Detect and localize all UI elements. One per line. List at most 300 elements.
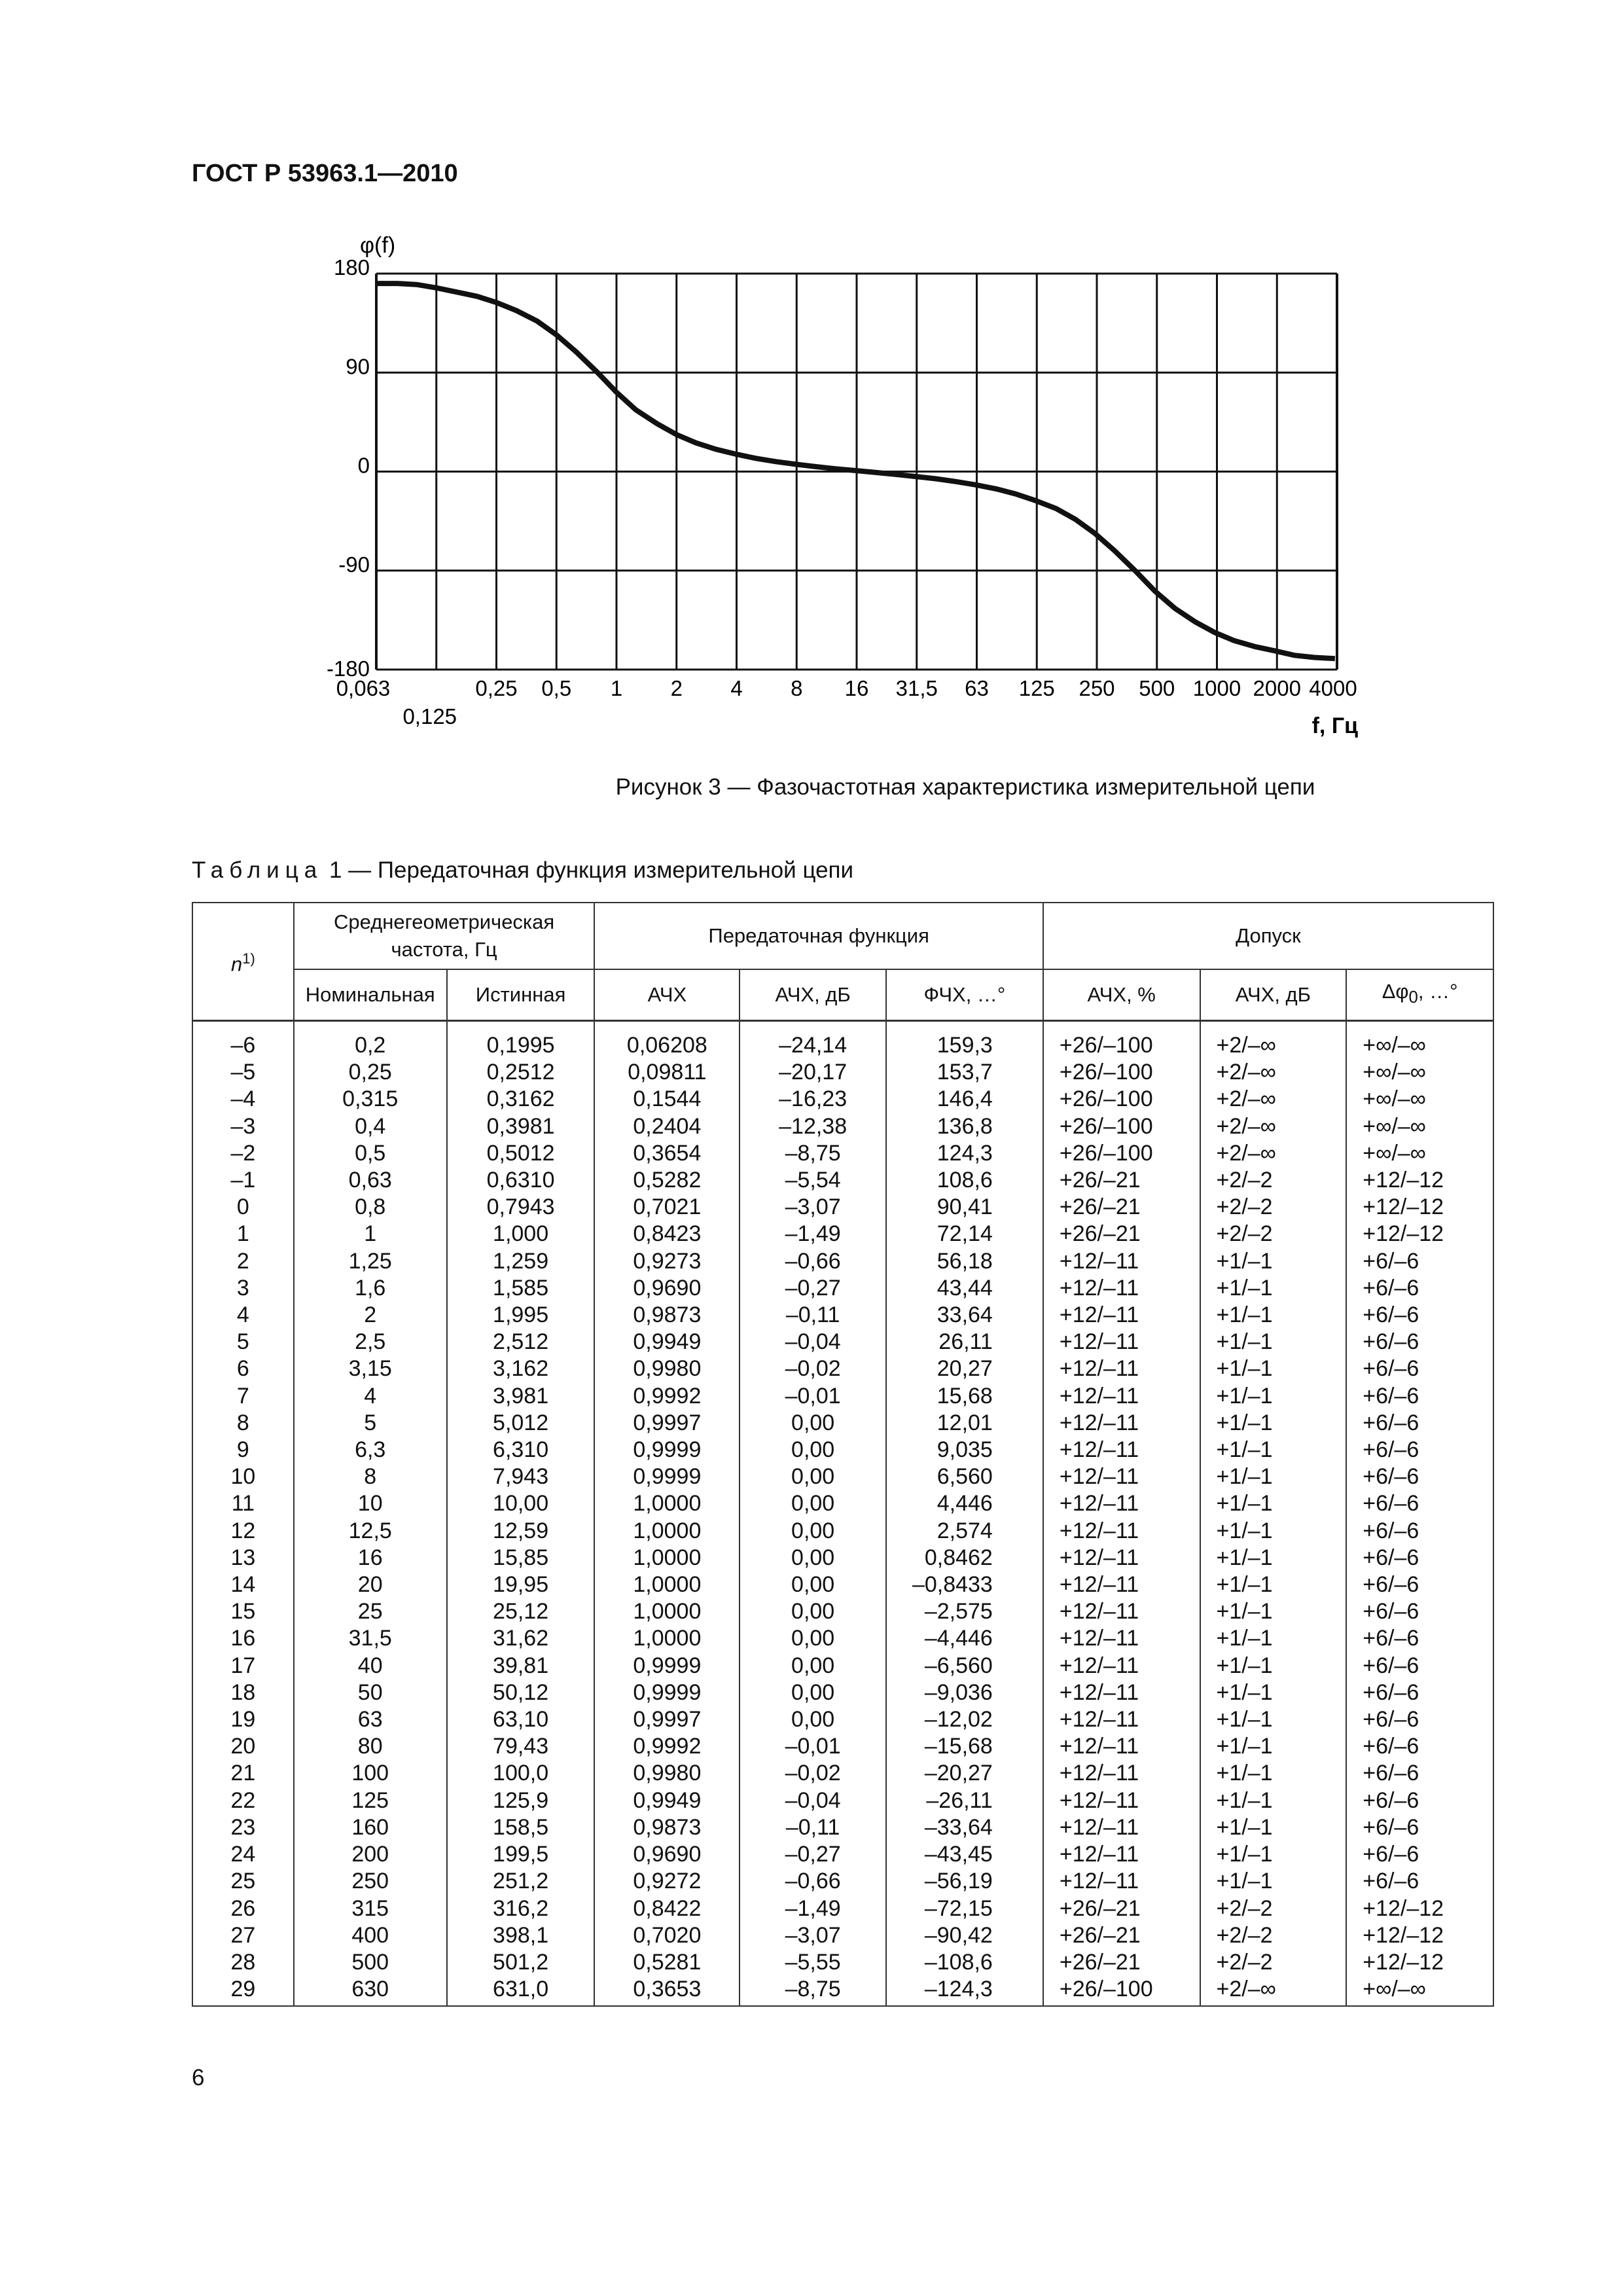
table-cell: 0,00 xyxy=(740,1706,886,1733)
table-cell: +12/–11 xyxy=(1043,1814,1200,1841)
table-cell: 43,44 xyxy=(886,1275,1043,1302)
table-row xyxy=(192,1545,1493,1571)
table-cell: –15,68 xyxy=(886,1733,1043,1760)
table-row xyxy=(192,1518,1493,1545)
table-cell: +6/–6 xyxy=(1346,1841,1493,1868)
table-cell: 5 xyxy=(192,1329,294,1355)
table-cell: 23 xyxy=(192,1814,294,1841)
x-tick-label: 31,5 xyxy=(895,676,938,700)
table-cell: 13 xyxy=(192,1545,294,1571)
table-cell: +12/–12 xyxy=(1346,1194,1493,1221)
table-cell: 40 xyxy=(294,1653,447,1679)
header-tol-phi: $\Delta\varphi_0$, …° xyxy=(1346,969,1493,1021)
table-cell: +1/–1 xyxy=(1200,1814,1347,1841)
header-fch: ФЧХ, …° xyxy=(886,969,1043,1021)
table-cell: +6/–6 xyxy=(1346,1302,1493,1329)
x-tick-label: 1 xyxy=(610,676,623,700)
table-cell: 0,7021 xyxy=(594,1194,740,1221)
table-cell: 1 xyxy=(294,1221,447,1247)
table-row xyxy=(192,1787,1493,1814)
table-cell: 0,3653 xyxy=(594,1976,740,2006)
table-cell: 25 xyxy=(294,1598,447,1625)
table-cell: 0,9690 xyxy=(594,1841,740,1868)
table-cell: +12/–11 xyxy=(1043,1463,1200,1490)
figure-caption: Рисунок 3 — Фазочастотная характеристика измерительной цепи xyxy=(615,774,1315,800)
table-cell: +26/–100 xyxy=(1043,1059,1200,1086)
table-cell: 316,2 xyxy=(447,1895,595,1922)
phase-chart xyxy=(308,229,1420,753)
table-cell: +26/–21 xyxy=(1043,1949,1200,1976)
table-cell: +12/–11 xyxy=(1043,1545,1200,1571)
table-cell: +6/–6 xyxy=(1346,1598,1493,1625)
table-cell: 0,9999 xyxy=(594,1653,740,1679)
table-cell: +∞/–∞ xyxy=(1346,1032,1493,1059)
table-cell: 5 xyxy=(294,1410,447,1437)
table-cell: 2 xyxy=(294,1302,447,1329)
table-row xyxy=(192,1706,1493,1733)
table-cell: 0,5012 xyxy=(447,1140,595,1167)
table-cell: 1,0000 xyxy=(594,1545,740,1571)
table-cell: +1/–1 xyxy=(1200,1733,1347,1760)
y-axis-label: φ(f) xyxy=(360,233,396,258)
table-cell: +1/–1 xyxy=(1200,1302,1347,1329)
table-cell: +∞/–∞ xyxy=(1346,1976,1493,2006)
table-cell: 9 xyxy=(192,1437,294,1463)
table-cell: +12/–12 xyxy=(1346,1895,1493,1922)
table-cell: +26/–21 xyxy=(1043,1895,1200,1922)
table-cell: +12/–11 xyxy=(1043,1571,1200,1598)
header-true: Истинная xyxy=(447,969,595,1021)
table-cell: 0,5 xyxy=(294,1140,447,1167)
table-row xyxy=(192,1571,1493,1598)
table-cell: 17 xyxy=(192,1653,294,1679)
x-tick-label: 4000 xyxy=(1309,676,1357,700)
table-cell: +12/–12 xyxy=(1346,1949,1493,1976)
table-cell: +6/–6 xyxy=(1346,1275,1493,1302)
table-cell: +12/–11 xyxy=(1043,1410,1200,1437)
table-cell: +1/–1 xyxy=(1200,1437,1347,1463)
table-cell: 12 xyxy=(192,1518,294,1545)
y-tick-label: 0 xyxy=(357,453,370,478)
table-cell: +6/–6 xyxy=(1346,1490,1493,1517)
table-cell: 80 xyxy=(294,1733,447,1760)
table-cell: +12/–11 xyxy=(1043,1302,1200,1329)
table-cell: 0,9999 xyxy=(594,1679,740,1706)
table-cell: 5,012 xyxy=(447,1410,595,1437)
table-cell: 22 xyxy=(192,1787,294,1814)
table-row xyxy=(192,1302,1493,1329)
header-tol-ach-pct: АЧХ, % xyxy=(1043,969,1200,1021)
table-row xyxy=(192,1463,1493,1490)
table-cell: 1,259 xyxy=(447,1248,595,1275)
table-row xyxy=(192,1653,1493,1679)
table-cell: 631,0 xyxy=(447,1976,595,2006)
table-row xyxy=(192,1679,1493,1706)
table-cell: +6/–6 xyxy=(1346,1625,1493,1652)
table-cell: +26/–21 xyxy=(1043,1221,1200,1247)
table-cell: +6/–6 xyxy=(1346,1329,1493,1355)
table-cell: –1,49 xyxy=(740,1221,886,1247)
table-row xyxy=(192,1814,1493,1841)
table-cell: 0,00 xyxy=(740,1598,886,1625)
table-cell: +12/–11 xyxy=(1043,1598,1200,1625)
table-cell: 0,9992 xyxy=(594,1733,740,1760)
table-row xyxy=(192,1059,1493,1086)
table-cell: 0,00 xyxy=(740,1518,886,1545)
table-cell: 39,81 xyxy=(447,1653,595,1679)
table-cell: 160 xyxy=(294,1814,447,1841)
table-cell: 1,0000 xyxy=(594,1625,740,1652)
table-cell: –12,38 xyxy=(740,1113,886,1140)
table-cell: 8 xyxy=(294,1463,447,1490)
y-tick-label: 90 xyxy=(346,354,370,379)
table-cell: +12/–11 xyxy=(1043,1518,1200,1545)
x-tick-label: 1000 xyxy=(1192,676,1241,700)
table-row xyxy=(192,1949,1493,1976)
table-row xyxy=(192,1194,1493,1221)
table-cell: –20,27 xyxy=(886,1760,1043,1787)
table-cell: 6,560 xyxy=(886,1463,1043,1490)
table-cell: 31,62 xyxy=(447,1625,595,1652)
table-cell: 0,9690 xyxy=(594,1275,740,1302)
table-cell: 9,035 xyxy=(886,1437,1043,1463)
x-tick-label: 0,125 xyxy=(402,704,457,728)
table-cell: –108,6 xyxy=(886,1949,1043,1976)
table-cell: 0,9949 xyxy=(594,1787,740,1814)
table-cell: 2,5 xyxy=(294,1329,447,1355)
table-cell: 0,9999 xyxy=(594,1437,740,1463)
table-cell: 398,1 xyxy=(447,1922,595,1949)
table-cell: +2/–∞ xyxy=(1200,1976,1347,2006)
table-cell: 12,01 xyxy=(886,1410,1043,1437)
header-tolerance: Допуск xyxy=(1043,903,1493,969)
table-cell: 100,0 xyxy=(447,1760,595,1787)
table-row xyxy=(192,1598,1493,1625)
table-cell: 6,3 xyxy=(294,1437,447,1463)
table-cell: –72,15 xyxy=(886,1895,1043,1922)
table-cell: 158,5 xyxy=(447,1814,595,1841)
table-cell: +26/–21 xyxy=(1043,1194,1200,1221)
table-cell: +12/–11 xyxy=(1043,1760,1200,1787)
table-cell: 0,9980 xyxy=(594,1355,740,1382)
x-tick-label: 0,5 xyxy=(541,676,572,700)
table-cell: 0,3981 xyxy=(447,1113,595,1140)
table-row xyxy=(192,1868,1493,1895)
table-cell: –0,8433 xyxy=(886,1571,1043,1598)
table-cell: 0 xyxy=(192,1194,294,1221)
table-row xyxy=(192,1410,1493,1437)
table-cell: –56,19 xyxy=(886,1868,1043,1895)
table-cell: +∞/–∞ xyxy=(1346,1113,1493,1140)
table-cell: 28 xyxy=(192,1949,294,1976)
table-cell: 25,12 xyxy=(447,1598,595,1625)
table-cell: 21 xyxy=(192,1760,294,1787)
table-cell: 0,9272 xyxy=(594,1868,740,1895)
table-cell: +12/–11 xyxy=(1043,1329,1200,1355)
table-cell: +2/–2 xyxy=(1200,1922,1347,1949)
table-cell: 1,6 xyxy=(294,1275,447,1302)
x-tick-label: 2000 xyxy=(1253,676,1301,700)
table-cell: +1/–1 xyxy=(1200,1598,1347,1625)
table-cell: +26/–100 xyxy=(1043,1976,1200,2006)
table-cell: +∞/–∞ xyxy=(1346,1059,1493,1086)
table-cell: 1,0000 xyxy=(594,1571,740,1598)
header-transfer-function: Передаточная функция xyxy=(594,903,1043,969)
table-cell: 1,0000 xyxy=(594,1490,740,1517)
y-tick-label: -180 xyxy=(326,656,370,681)
table-cell: +1/–1 xyxy=(1200,1410,1347,1437)
transfer-function-table xyxy=(192,902,1494,2007)
table-cell: 26 xyxy=(192,1895,294,1922)
table-cell: +26/–100 xyxy=(1043,1140,1200,1167)
table-cell: +6/–6 xyxy=(1346,1814,1493,1841)
table-cell: –3 xyxy=(192,1113,294,1140)
table-cell: 630 xyxy=(294,1976,447,2006)
header-ach-db: АЧХ, дБ xyxy=(740,969,886,1021)
table-cell: +∞/–∞ xyxy=(1346,1086,1493,1113)
table-cell: 0,00 xyxy=(740,1463,886,1490)
table-cell: 7 xyxy=(192,1383,294,1410)
table-cell: 2 xyxy=(192,1248,294,1275)
table-cell: –4,446 xyxy=(886,1625,1043,1652)
table-cell: +26/–21 xyxy=(1043,1167,1200,1194)
table-row xyxy=(192,1976,1493,2006)
table-cell: 12,5 xyxy=(294,1518,447,1545)
table-cell: 31,5 xyxy=(294,1625,447,1652)
table-cell: 63 xyxy=(294,1706,447,1733)
table-cell: 50,12 xyxy=(447,1679,595,1706)
table-cell: 16 xyxy=(192,1625,294,1652)
table-row xyxy=(192,1113,1493,1140)
table-cell: +12/–11 xyxy=(1043,1706,1200,1733)
table-cell: –0,04 xyxy=(740,1329,886,1355)
table-cell: 7,943 xyxy=(447,1463,595,1490)
table-cell: 18 xyxy=(192,1679,294,1706)
table-cell: 0,315 xyxy=(294,1086,447,1113)
table-cell: +6/–6 xyxy=(1346,1868,1493,1895)
table-cell: 0,1544 xyxy=(594,1086,740,1113)
table-cell: 0,8422 xyxy=(594,1895,740,1922)
table-cell: 315 xyxy=(294,1895,447,1922)
table-cell: –1 xyxy=(192,1167,294,1194)
table-cell: 153,7 xyxy=(886,1059,1043,1086)
table-cell: –0,27 xyxy=(740,1275,886,1302)
table-cell: +12/–11 xyxy=(1043,1787,1200,1814)
table-cell: –2 xyxy=(192,1140,294,1167)
table-cell: 0,00 xyxy=(740,1437,886,1463)
table-cell: 90,41 xyxy=(886,1194,1043,1221)
table-cell: +6/–6 xyxy=(1346,1355,1493,1382)
table-cell: 0,2404 xyxy=(594,1113,740,1140)
table-cell: +1/–1 xyxy=(1200,1787,1347,1814)
table-cell: 136,8 xyxy=(886,1113,1043,1140)
table-cell: 0,2 xyxy=(294,1032,447,1059)
table-cell: 20 xyxy=(294,1571,447,1598)
standard-header: ГОСТ Р 53963.1—2010 xyxy=(192,160,458,187)
table-cell: 0,9997 xyxy=(594,1410,740,1437)
table-cell: +2/–2 xyxy=(1200,1949,1347,1976)
table-cell: 0,9997 xyxy=(594,1706,740,1733)
table-cell: +12/–11 xyxy=(1043,1437,1200,1463)
table-cell: 79,43 xyxy=(447,1733,595,1760)
table-row xyxy=(192,1490,1493,1517)
table-cell: –6,560 xyxy=(886,1653,1043,1679)
table-cell: +6/–6 xyxy=(1346,1248,1493,1275)
table-cell: –0,27 xyxy=(740,1841,886,1868)
x-tick-label: 16 xyxy=(844,676,869,700)
table-cell: +6/–6 xyxy=(1346,1571,1493,1598)
table-cell: +2/–2 xyxy=(1200,1221,1347,1247)
table-cell: 1,585 xyxy=(447,1275,595,1302)
table-cell: +1/–1 xyxy=(1200,1355,1347,1382)
x-tick-label: 8 xyxy=(791,676,803,700)
table-cell: +6/–6 xyxy=(1346,1787,1493,1814)
table-row xyxy=(192,1760,1493,1787)
table-cell: +26/–100 xyxy=(1043,1086,1200,1113)
table-cell: +12/–11 xyxy=(1043,1733,1200,1760)
x-tick-label: 250 xyxy=(1079,676,1115,700)
table-cell: –8,75 xyxy=(740,1140,886,1167)
table-caption: Таблица 1 — Передаточная функция измерительной цепи xyxy=(192,857,854,883)
table-row xyxy=(192,1437,1493,1463)
table-cell: 1,995 xyxy=(447,1302,595,1329)
table-cell: 0,8462 xyxy=(886,1545,1043,1571)
table-cell: +6/–6 xyxy=(1346,1679,1493,1706)
table-cell: 0,00 xyxy=(740,1571,886,1598)
table-cell: +6/–6 xyxy=(1346,1733,1493,1760)
x-tick-label: 125 xyxy=(1018,676,1055,700)
table-cell: +12/–11 xyxy=(1043,1625,1200,1652)
table-cell: 0,9873 xyxy=(594,1302,740,1329)
table-cell: 1,0000 xyxy=(594,1598,740,1625)
table-cell: 63,10 xyxy=(447,1706,595,1733)
table-cell: +6/–6 xyxy=(1346,1437,1493,1463)
table-row xyxy=(192,1275,1493,1302)
table-cell: 501,2 xyxy=(447,1949,595,1976)
table-cell: +1/–1 xyxy=(1200,1545,1347,1571)
table-cell: –6 xyxy=(192,1032,294,1059)
x-axis-label: f, Гц xyxy=(1311,713,1358,738)
table-cell: +12/–11 xyxy=(1043,1490,1200,1517)
table-cell: +26/–100 xyxy=(1043,1032,1200,1059)
table-cell: –2,575 xyxy=(886,1598,1043,1625)
table-cell: +12/–11 xyxy=(1043,1653,1200,1679)
table-cell: 0,00 xyxy=(740,1653,886,1679)
table-cell: 20 xyxy=(192,1733,294,1760)
table-row xyxy=(192,1895,1493,1922)
table-cell: –0,11 xyxy=(740,1302,886,1329)
table-cell: 10 xyxy=(192,1463,294,1490)
header-ach: АЧХ xyxy=(594,969,740,1021)
table-row xyxy=(192,1383,1493,1410)
table-cell: 11 xyxy=(192,1490,294,1517)
table-cell: 0,8423 xyxy=(594,1221,740,1247)
table-cell: 0,9980 xyxy=(594,1760,740,1787)
table-cell: 2,512 xyxy=(447,1329,595,1355)
table-cell: +2/–∞ xyxy=(1200,1059,1347,1086)
table-cell: –12,02 xyxy=(886,1706,1043,1733)
table-cell: 16 xyxy=(294,1545,447,1571)
table-cell: 500 xyxy=(294,1949,447,1976)
table-cell: 200 xyxy=(294,1841,447,1868)
table-cell: +12/–11 xyxy=(1043,1841,1200,1868)
table-row xyxy=(192,1248,1493,1275)
table-row xyxy=(192,1167,1493,1194)
table-row xyxy=(192,1140,1493,1167)
table-cell: –3,07 xyxy=(740,1922,886,1949)
table-cell: 15 xyxy=(192,1598,294,1625)
table-cell: +26/–21 xyxy=(1043,1922,1200,1949)
table-cell: 0,4 xyxy=(294,1113,447,1140)
table-cell: +2/–∞ xyxy=(1200,1032,1347,1059)
table-cell: 0,5282 xyxy=(594,1167,740,1194)
table-row xyxy=(192,1329,1493,1355)
table-cell: +1/–1 xyxy=(1200,1463,1347,1490)
table-cell: 0,09811 xyxy=(594,1059,740,1086)
table-cell: –5,55 xyxy=(740,1949,886,1976)
table-cell: 0,25 xyxy=(294,1059,447,1086)
table-cell: +26/–100 xyxy=(1043,1113,1200,1140)
table-cell: 26,11 xyxy=(886,1329,1043,1355)
table-cell: +1/–1 xyxy=(1200,1248,1347,1275)
table-cell: +6/–6 xyxy=(1346,1383,1493,1410)
table-cell: –0,66 xyxy=(740,1248,886,1275)
x-tick-label: 4 xyxy=(730,676,743,700)
table-cell: 1 xyxy=(192,1221,294,1247)
table-cell: 0,00 xyxy=(740,1545,886,1571)
table-row xyxy=(192,1625,1493,1652)
table-cell: +2/–∞ xyxy=(1200,1113,1347,1140)
table-cell: +6/–6 xyxy=(1346,1760,1493,1787)
table-cell: 0,9999 xyxy=(594,1463,740,1490)
table-cell: 125,9 xyxy=(447,1787,595,1814)
table-row xyxy=(192,1922,1493,1949)
table-cell: +2/–∞ xyxy=(1200,1140,1347,1167)
table-cell: –24,14 xyxy=(740,1032,886,1059)
table-cell: 10,00 xyxy=(447,1490,595,1517)
table-cell: –43,45 xyxy=(886,1841,1043,1868)
table-cell: 0,9273 xyxy=(594,1248,740,1275)
table-cell: –0,01 xyxy=(740,1733,886,1760)
table-cell: +12/–11 xyxy=(1043,1868,1200,1895)
table-cell: 1,000 xyxy=(447,1221,595,1247)
table-cell: +1/–1 xyxy=(1200,1679,1347,1706)
table-cell: –8,75 xyxy=(740,1976,886,2006)
table-cell: 15,68 xyxy=(886,1383,1043,1410)
table-cell: –5,54 xyxy=(740,1167,886,1194)
x-tick-label: 63 xyxy=(965,676,989,700)
table-cell: –4 xyxy=(192,1086,294,1113)
table-cell: 1,0000 xyxy=(594,1518,740,1545)
table-cell: +1/–1 xyxy=(1200,1841,1347,1868)
table-cell: 0,00 xyxy=(740,1490,886,1517)
table-cell: 0,2512 xyxy=(447,1059,595,1086)
table-cell: –0,01 xyxy=(740,1383,886,1410)
table-cell: 0,7943 xyxy=(447,1194,595,1221)
table-cell: +6/–6 xyxy=(1346,1706,1493,1733)
table-cell: 29 xyxy=(192,1976,294,2006)
y-tick-label: 180 xyxy=(333,255,370,279)
table-cell: +12/–12 xyxy=(1346,1167,1493,1194)
table-cell: +1/–1 xyxy=(1200,1275,1347,1302)
table-cell: +12/–11 xyxy=(1043,1679,1200,1706)
table-cell: –0,02 xyxy=(740,1355,886,1382)
x-tick-label: 500 xyxy=(1139,676,1175,700)
header-frequency: Среднегеометрическая частота, Гц xyxy=(294,903,595,969)
table-cell: +2/–∞ xyxy=(1200,1086,1347,1113)
table-cell: 0,3162 xyxy=(447,1086,595,1113)
table-cell: –124,3 xyxy=(886,1976,1043,2006)
